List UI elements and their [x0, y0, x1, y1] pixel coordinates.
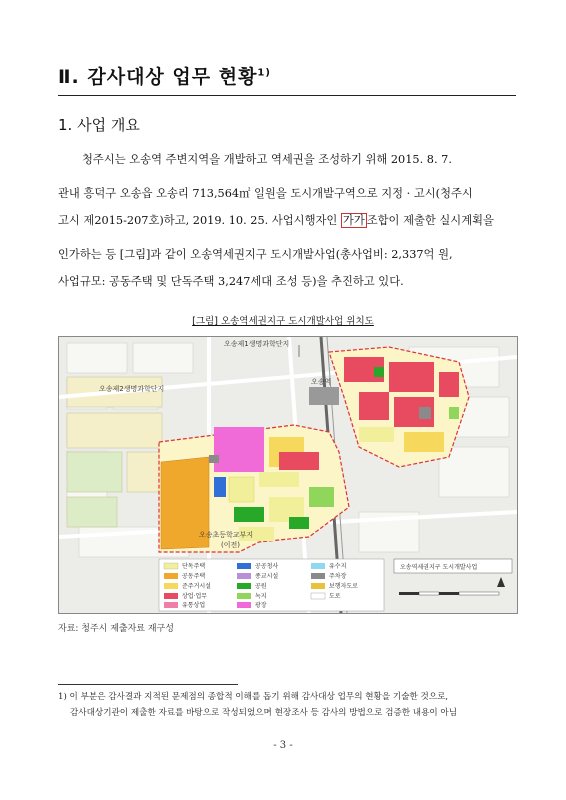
svg-text:유수지: 유수지 [329, 563, 347, 570]
footnote-line-1: 1) 이 부분은 감사결과 지적된 문제점의 종합적 이해를 돕기 위해 감사대상 업무의 현황을 기술한 것으로, [58, 692, 449, 702]
location-map [58, 336, 518, 614]
redacted-name: 가가 [342, 214, 365, 227]
footnote-ref[interactable]: 1) [257, 67, 271, 79]
map-label-school: 오송초등학교부지 [199, 531, 254, 539]
paragraph-line-4: 인가하는 등 [그림]과 같이 오송역세권지구 도시개발사업(총사업비: 2,337억 원, [58, 248, 453, 261]
map-title: 오송역세권지구 도시개발사업 [400, 564, 478, 571]
svg-text:단독주택: 단독주택 [182, 563, 206, 570]
paragraph-line-3a: 고시 제2015-207호)하고, 2019. 10. 25. 사업시행자인 [58, 214, 341, 227]
svg-text:준주거시설: 준주거시설 [182, 583, 211, 590]
svg-text:보행자도로: 보행자도로 [329, 583, 358, 590]
section-number: 1. [58, 116, 73, 134]
map-label-station: 오송역 [311, 378, 332, 386]
svg-text:공공청사: 공공청사 [255, 563, 279, 570]
svg-text:광장: 광장 [255, 602, 267, 609]
svg-text:유통상업: 유통상업 [182, 602, 206, 609]
svg-text:공원: 공원 [255, 583, 267, 590]
map-label-school-note: (이전) [221, 541, 240, 549]
paragraph-line-1: 청주시는 오송역 주변지역을 개발하고 역세권을 조성하기 위해 2015. 8. 7. [82, 153, 452, 166]
figure-source: 자료: 청주시 제출자료 재구성 [58, 624, 174, 634]
heading-rule [58, 95, 516, 96]
scale-bar [399, 592, 499, 595]
footnote-line-2: 감사대상기관이 제출한 자료를 바탕으로 작성되었으며 현장조사 등 감사의 방법으로 검증한 내용이 아님 [70, 708, 458, 718]
page-number: - 3 - [273, 740, 293, 751]
svg-text:종교시설: 종교시설 [255, 573, 279, 580]
section-heading [58, 114, 140, 135]
svg-text:상업·업무: 상업·업무 [182, 593, 208, 600]
paragraph-line-5: 사업규모: 공동주택 및 단독주택 3,247세대 조성 등)을 추진하고 있다. [58, 275, 404, 288]
footnote-rule [58, 684, 238, 685]
svg-text:공동주택: 공동주택 [182, 573, 206, 580]
map-legend [159, 559, 384, 611]
svg-text:도로: 도로 [329, 593, 341, 600]
chapter-title: 감사대상 업무 현황 [87, 66, 258, 88]
map-label-left-complex: 오송제2생명과학단지 [99, 385, 165, 393]
svg-text:녹지: 녹지 [255, 593, 267, 600]
map-svg [59, 337, 517, 613]
paragraph-line-3b: 조합이 제출한 실시계획을 [366, 214, 494, 227]
map-label-top-complex: 오송제1생명과학단지 [224, 340, 290, 348]
chapter-heading [58, 62, 271, 89]
figure-caption: [그림] 오송역세권지구 도시개발사업 위치도 [192, 316, 374, 327]
chapter-numeral: Ⅱ. [58, 66, 80, 88]
svg-text:주차장: 주차장 [329, 573, 347, 580]
section-title: 사업 개요 [77, 116, 140, 134]
paragraph-line-2: 관내 흥덕구 오송읍 오송리 713,564㎡ 일원을 도시개발구역으로 지정 · 고시(청주시 [58, 187, 473, 200]
paragraph-line-3 [58, 210, 494, 231]
